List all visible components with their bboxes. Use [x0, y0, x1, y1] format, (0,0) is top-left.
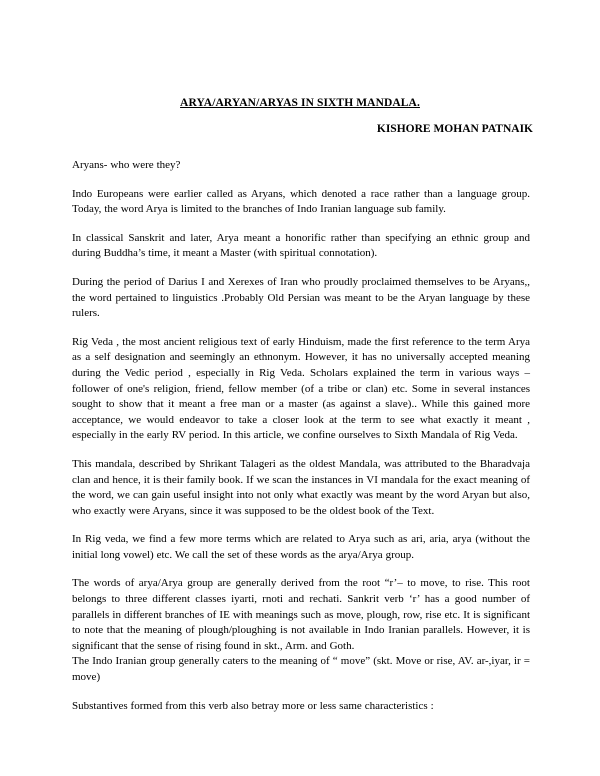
paragraph-indo-iranian-move: The Indo Iranian group generally caters to the meaning of “ move” (skt. Move or rise, AV. ar-,iyar, ir = move): [72, 655, 530, 684]
author-name: KISHORE MOHAN PATNAIK: [376, 123, 533, 135]
paragraph-arya-group: In Rig veda, we find a few more terms which are related to Arya such as ari, aria, arya (without the initial long vowel) etc. We call the set of these words as the arya/Arya group.: [72, 533, 530, 561]
paragraph-sixth-mandala: This mandala, described by Shrikant Talageri as the oldest Mandala, was attributed to the Bharadvaja clan and hence, it is their family book. If we scan the instances in VI mandala for the exact meaning of the word, we can gain useful insight into not only what exactly was meant by the word Aryan but also, who exactly were Aryans, since it was supposed to be the oldest book of the Text.: [72, 457, 530, 517]
paragraph-intro-question: Aryans- who were they?: [72, 159, 181, 171]
paragraph-classical-sanskrit: In classical Sanskrit and later, Arya meant a honorific rather than specifying an ethnic group and during Buddha’s time, it meant a Master (with spiritual connotation).: [72, 231, 530, 260]
paragraph-rig-veda: Rig Veda , the most ancient religious text of early Hinduism, made the first reference to the term Arya as a self designation and seemingly an ethnonym. However, it has no universally accepted meaning during the Vedic period , especially in Rig Veda. Scholars explained the term in various ways – follower of one's religion, friend, fellow member (of a tribe or clan) etc. Some in several instances sought to show that it meant a free man or a master (as against a slave).. While this gained more acceptance, we would endeavor to take a closer look at the term to see what exactly it meant , especially in the early RV period. In this article, we confine ourselves to Sixth Mandala of Rig Veda.: [72, 335, 530, 442]
paragraph-darius: During the period of Darius I and Xerexes of Iran who proudly proclaimed themselves to be Aryans,, the word pertained to linguistics .Probably Old Persian was meant to be the Aryan language by these rulers.: [72, 275, 530, 320]
paragraph-substantives: Substantives formed from this verb also betray more or less same characteristics :: [72, 699, 434, 712]
paragraph-indo-europeans: Indo Europeans were earlier called as Aryans, which denoted a race rather than a language group. Today, the word Arya is limited to the branches of Indo Iranian language sub family.: [72, 187, 530, 216]
paragraph-root-r: The words of arya/Arya group are generally derived from the root “r’– to move, to rise. This root belongs to three different classes iyarti, rnoti and rechati. Sankrit verb ‘r’ has a good number of parallels in different branches of IE with meanings such as move, plough, row, rise etc. It is significant to note that the meaning of plough/ploughing is not available in Indo Iranian parallels. However, it is significant that the sense of rising found in skt., Arm. and Goth.: [72, 577, 530, 652]
document-body: [72, 158, 530, 727]
document-title: ARYA/ARYAN/ARYAS IN SIXTH MANDALA.: [180, 97, 420, 109]
